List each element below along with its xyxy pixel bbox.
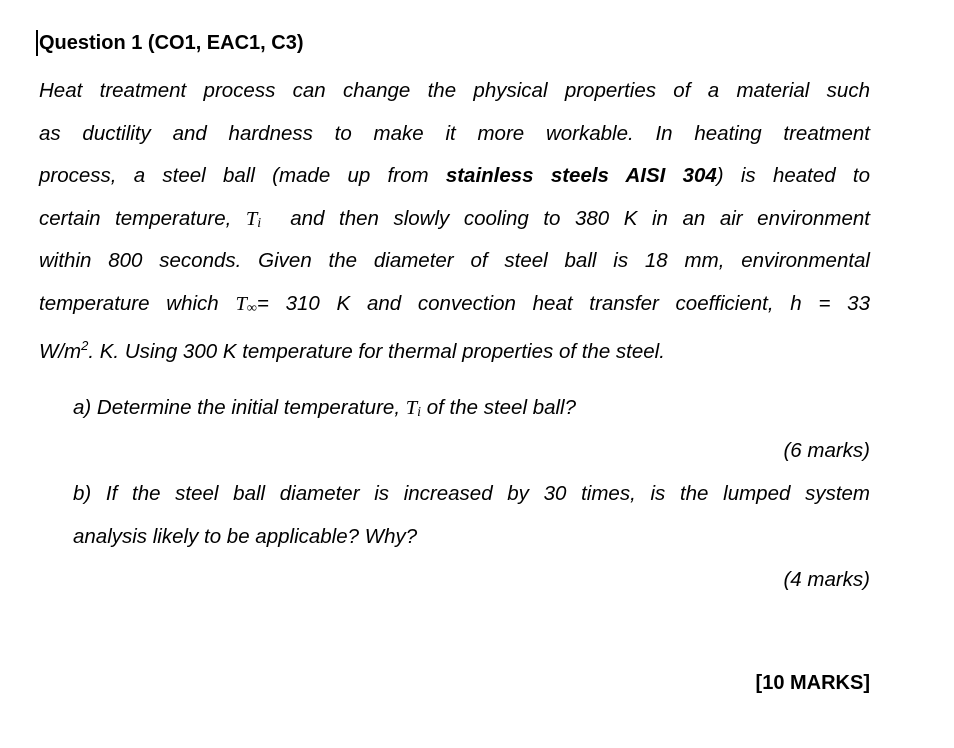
- line-3-text-end: ) is heated to: [716, 164, 871, 187]
- part-b-marks: (4 marks): [783, 568, 870, 591]
- subscript-i: i: [257, 215, 262, 231]
- line-6-text-end: = 310 K and convection heat transfer coefficient, h = 33: [256, 291, 870, 315]
- question-heading: Question 1 (CO1, EAC1, C3): [39, 32, 304, 54]
- subscript-i-a: i: [417, 405, 422, 420]
- question-paragraph: [39, 70, 870, 368]
- part-a-marks: (6 marks): [783, 439, 870, 462]
- superscript-2: 2: [81, 338, 89, 353]
- initial-temperature-symbol: [246, 208, 261, 230]
- paragraph-line-4: [39, 198, 870, 241]
- subscript-infinity: ∞: [246, 300, 257, 316]
- text-cursor: [36, 30, 38, 56]
- part-a-text-end: of the steel ball?: [421, 396, 577, 419]
- line-7-text-end: . K. Using 300 K temperature for thermal properties of the steel.: [88, 340, 665, 363]
- symbol-t: T: [245, 207, 258, 230]
- line-6-text-start: temperature which: [39, 291, 236, 315]
- paragraph-line-3: [39, 155, 870, 198]
- paragraph-line-2: as ductility and hardness to make it more workable. In heating treatment: [39, 121, 870, 145]
- line-4-text-end: and then slowly cooling to 380 K in an air environment: [261, 206, 870, 230]
- initial-temperature-symbol-a: [406, 397, 421, 419]
- part-b-question-line-2: analysis likely to be applicable? Why?: [73, 525, 418, 548]
- ambient-temperature-symbol: [235, 293, 256, 315]
- part-a-text-start: a) Determine the initial temperature,: [73, 396, 406, 419]
- symbol-t-a: T: [405, 397, 418, 419]
- line-4-text-start: certain temperature,: [39, 206, 246, 230]
- material-name: stainless steels AISI 304: [445, 164, 717, 187]
- part-a-question: [73, 396, 576, 421]
- symbol-t-inf: T: [235, 292, 247, 315]
- paragraph-line-6: [39, 283, 870, 326]
- total-marks: [10 MARKS]: [755, 672, 870, 694]
- paragraph-line-1: Heat treatment process can change the physical properties of a material such: [39, 79, 870, 102]
- paragraph-line-7: [39, 325, 870, 368]
- paragraph-line-5: within 800 seconds. Given the diameter of steel ball is 18 mm, environmental: [39, 249, 870, 272]
- line-3-text-start: process, a steel ball (made up from: [39, 164, 446, 187]
- line-7-text-start: W/m: [39, 340, 82, 363]
- part-b-question-line-1: b) If the steel ball diameter is increased by 30 times, is the lumped system: [73, 482, 870, 505]
